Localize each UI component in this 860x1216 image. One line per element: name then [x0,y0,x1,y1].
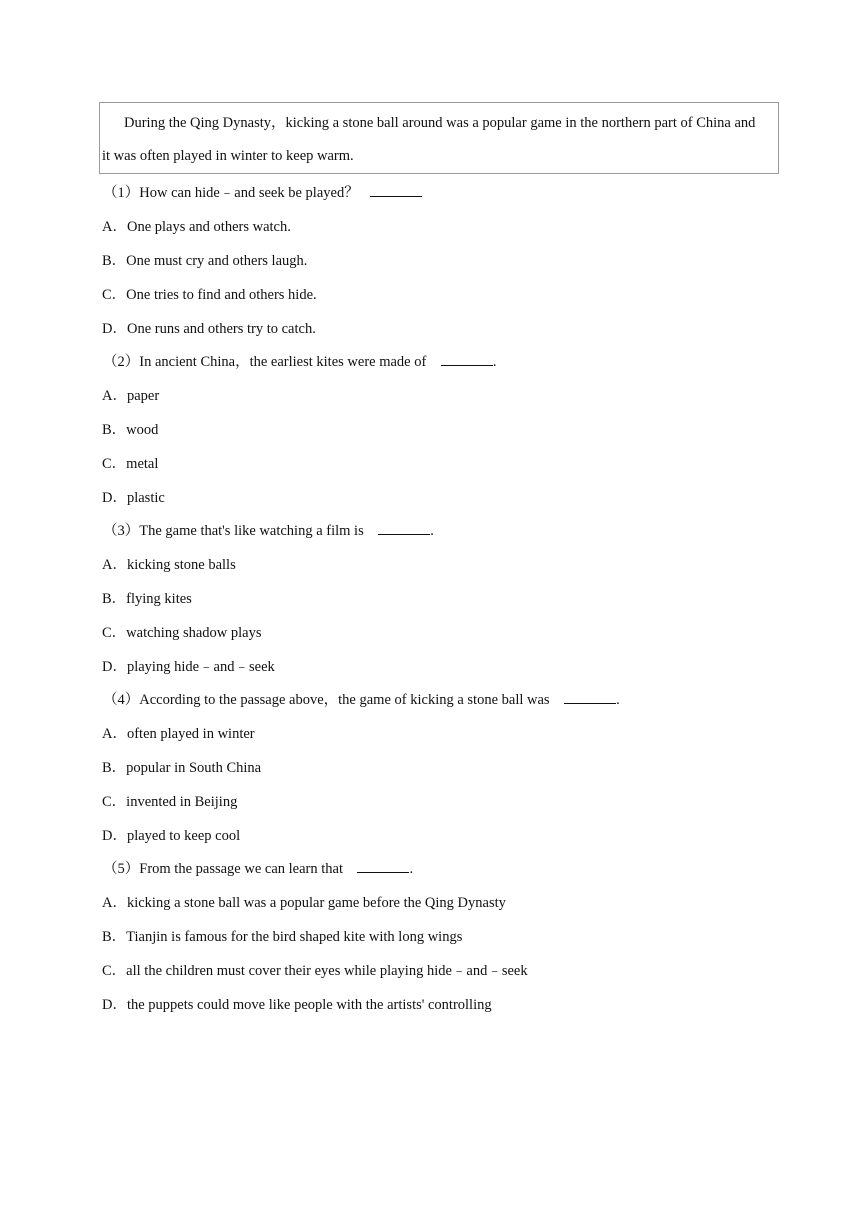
question-tail: . [492,354,497,370]
question-3-option-b: B．flying kites [102,591,192,607]
question-3-option-c: C．watching shadow plays [102,625,262,641]
question-4-option-a: A．often played in winter [102,726,255,742]
question-3-option-a: A．kicking stone balls [102,557,236,573]
question-4-option-d: D．played to keep cool [102,828,241,844]
question-prompt-text: （5）From the passage we can learn that [103,861,343,877]
passage-line-1: During the Qing Dynasty，kicking a stone ball around was a popular game in the northern part of China and [124,115,756,131]
question-2-option-c: C．metal [102,456,159,472]
question-1-option-c: C．One tries to find and others hide. [102,287,317,303]
question-5-option-a: A．kicking a stone ball was a popular game before the Qing Dynasty [102,895,506,911]
question-5-option-c: C．all the children must cover their eyes while playing hide﹣and﹣seek [102,963,528,979]
question-2-option-b: B．wood [102,422,159,438]
answer-blank [564,691,616,704]
question-1-option-b: B．One must cry and others laugh. [102,253,308,269]
question-prompt-text: （4）According to the passage above，the game of kicking a stone ball was [103,692,550,708]
question-1-option-d: D．One runs and others try to catch. [102,321,316,337]
question-prompt-text: （1）How can hide﹣and seek be played？ [103,185,359,201]
question-prompt-text: （3）The game that's like watching a film is [103,523,364,539]
question-2-option-a: A．paper [102,388,160,404]
question-5-option-d: D．the puppets could move like people with the artists' controlling [102,997,492,1013]
question-1-option-a: A．One plays and others watch. [102,219,291,235]
answer-blank [370,184,422,197]
answer-blank [357,860,409,873]
answer-blank [441,353,493,366]
question-2-option-d: D．plastic [102,490,165,506]
question-4-prompt [103,691,620,709]
question-tail: . [430,523,434,539]
question-3-option-d: D．playing hide﹣and﹣seek [102,659,275,675]
question-4-option-b: B．popular in South China [102,760,262,776]
question-4-option-c: C．invented in Beijing [102,794,238,810]
answer-blank [378,522,430,535]
question-2-prompt [103,353,496,371]
question-tail: . [409,861,414,877]
question-1-prompt [103,184,422,202]
question-5-option-b: B．Tianjin is famous for the bird shaped kite with long wings [102,929,463,945]
question-prompt-text: （2）In ancient China，the earliest kites were made of [103,354,427,370]
passage-line-2: it was often played in winter to keep warm. [102,148,354,164]
question-5-prompt [103,860,413,878]
question-3-prompt [103,522,434,540]
question-tail: . [616,692,620,708]
